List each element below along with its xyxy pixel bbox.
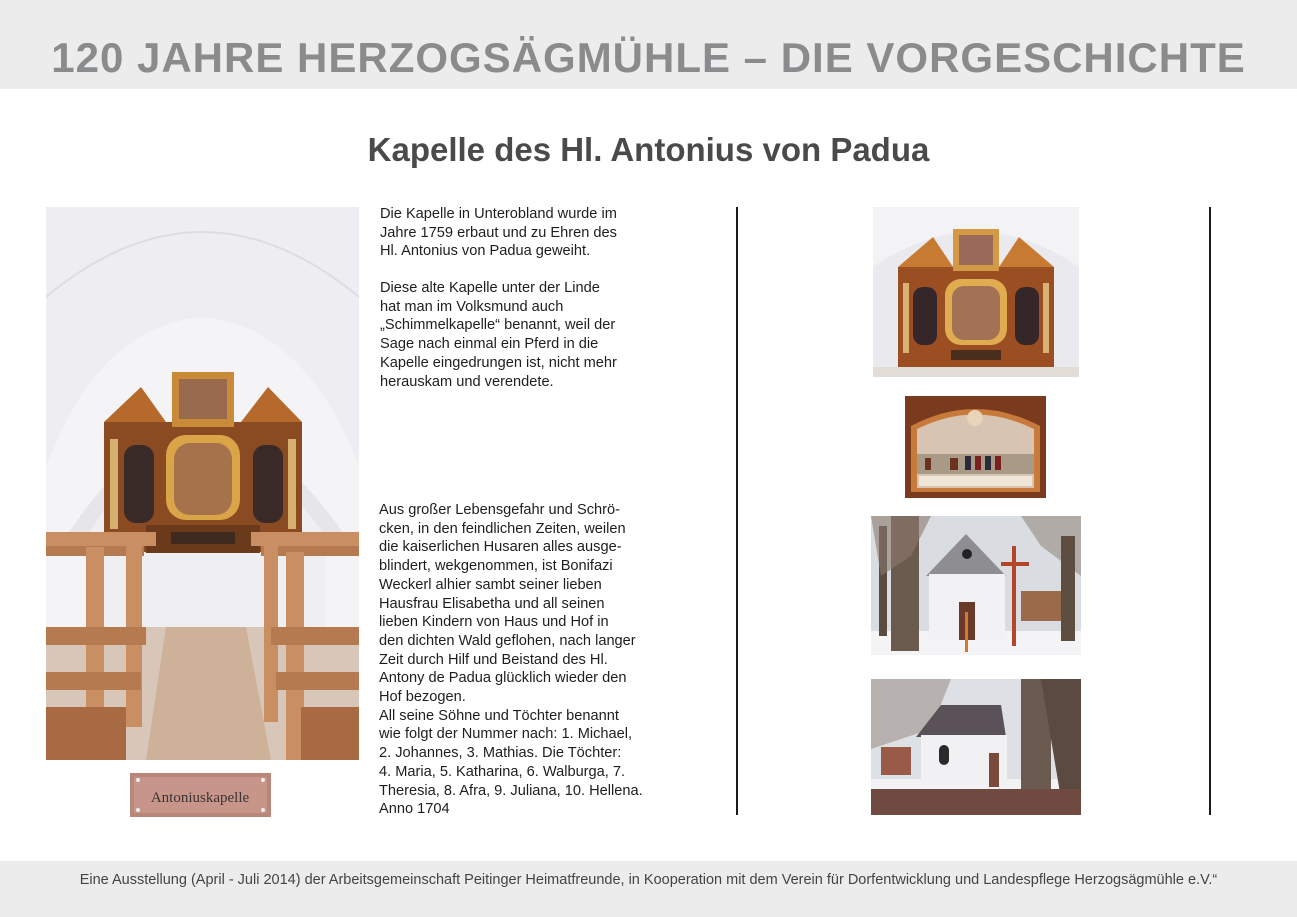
column-divider-left [736,207,738,815]
chapel-exterior-photo-front [871,516,1081,655]
intro-text: Die Kapelle in Unterobland wurde im Jahre 1759 erbaut und zu Ehren des Hl. Antonius von Padua geweiht. [380,206,617,260]
chapel-name-plaque-photo [130,773,271,817]
page-subtitle: Kapelle des Hl. Antonius von Padua [367,131,930,168]
votive-text: Aus großer Lebensgefahr und Schrö- cken, in den feindlichen Zeiten, weilen die kaiserlichen Husaren alles ausge- blindert, wekgenommen, ist Bonifazi Weckerl alhier sambt seiner lieben Hausfrau Elisabetha und all seinen lieben Kindern von Haus und Hof in den dichten Wald geflohen, nach langer Zeit durch Hilf und Beistand des Hl. Antony de Padua glücklich wieder den Hof bezogen. All seine Söhne und Töchter benannt wie folgt der Nummer nach: 1. Michael, 2. Johannes, 3. Mathias. Die Töchter: 4. Maria, 5. Katharina, 6. Walburga, 7. Theresia, 8. Afra, 9. Juliana, 10. Hellena. Anno 1704 [379,502,643,818]
altar-photo [873,207,1079,377]
votive-painting-photo [905,396,1046,498]
footer-band [0,861,1297,917]
chapel-interior-photo [46,207,359,760]
chapel-exterior-photo-side [871,679,1081,815]
legend-text: Diese alte Kapelle unter der Linde hat man im Volksmund auch „Schimmelkapelle“ benannt, weil der Sage nach einmal ein Pferd in die Kapelle eingedrungen ist, nicht mehr herauskam und verendete. [380,280,617,390]
column-divider-right [1209,207,1211,815]
footer-credit: Eine Ausstellung (April - Juli 2014) der Arbeitsgemeinschaft Peitinger Heimatfreunde, in Kooperation mit dem Verein für Dorfentwicklung und Landespflege Herzogsägmühle e.V.“ [79,872,1218,888]
page-title: 120 JAHRE HERZOGSÄGMÜHLE – DIE VORGESCHICHTE [51,34,1246,81]
plaque-label: Antoniuskapelle [150,790,250,806]
